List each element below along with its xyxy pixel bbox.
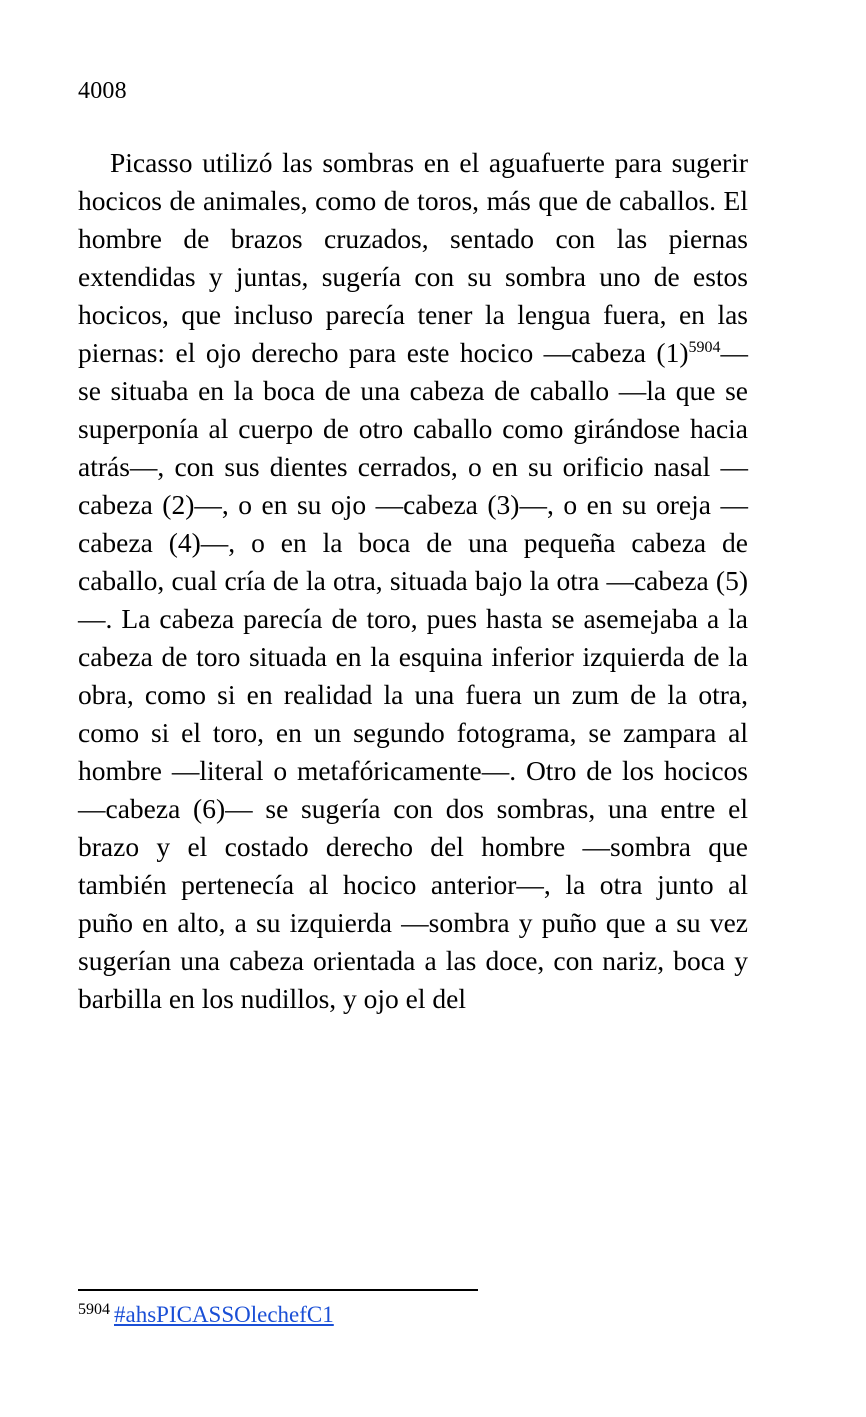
- footnote-separator-rule: [78, 1289, 478, 1291]
- footnote-link[interactable]: #ahsPICASSOlechefC1: [114, 1302, 334, 1327]
- page-number: 4008: [78, 78, 127, 104]
- paragraph-text-part-2: — se situaba en la boca de una cabeza de caballo —la que se superponía al cuerpo de otro caballo como girándose hacia atrás—, con sus dientes cerrados, o en su orificio nasal —cabeza (2)—, o en su ojo —cabeza (3)—, o en su oreja —cabeza (4)—, o en la boca de una pequeña cabeza de caballo, cual cría de la otra, situada bajo la otra —cabeza (5)—. La cabeza parecía de toro, pues hasta se asemejaba a la cabeza de toro situada en la esquina inferior izquierda de la obra, como si en realidad la una fuera un zum de la otra, como si el toro, en un segundo fotograma, se zampara al hombre —literal o metafóricamente—. Otro de los hocicos —cabeza (6)— se sugería con dos sombras, una entre el brazo y el costado derecho del hombre —sombra que también pertenecía al hocico anterior—, la otra junto al puño en alto, a su izquierda —sombra y puño que a su vez sugerían una cabeza orientada a las doce, con nariz, boca y barbilla en los nudillos, y ojo el del: [78, 337, 748, 1015]
- footnote-number: 5904: [78, 1300, 110, 1318]
- footnote-entry: [78, 1301, 758, 1329]
- paragraph-text-part-1: Picasso utilizó las sombras en el aguafuerte para sugerir hocicos de animales, como de toros, más que de caballos. El hombre de brazos cruzados, sentado con las piernas extendidas y juntas, sugería con su sombra uno de estos hocicos, que incluso parecía tener la lengua fuera, en las piernas: el ojo derecho para este hocico —cabeza (1): [78, 147, 748, 369]
- footnote-area: [78, 1289, 758, 1329]
- body-paragraph: [78, 144, 748, 1018]
- footnote-reference-marker[interactable]: 5904: [688, 339, 721, 357]
